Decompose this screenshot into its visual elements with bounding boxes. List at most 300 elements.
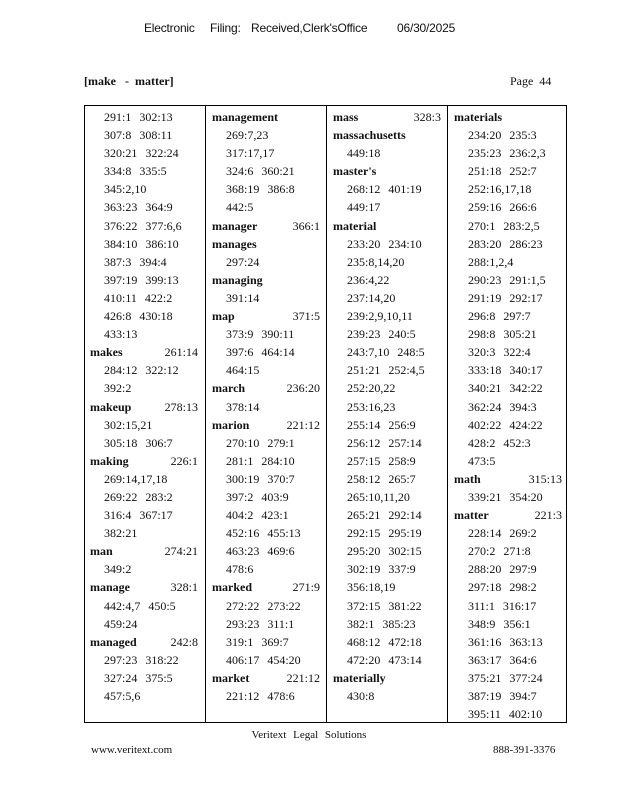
page-line-ref: 463:23 bbox=[226, 544, 260, 559]
page-line-ref: 302:19 bbox=[347, 562, 381, 577]
page-line-ref: 367:17 bbox=[139, 508, 173, 523]
index-ref-line bbox=[90, 307, 202, 325]
index-ref-line bbox=[90, 198, 202, 216]
index-ref-line bbox=[333, 198, 445, 216]
page-line-ref: 291:1,5 bbox=[509, 272, 546, 287]
index-ref-line bbox=[90, 416, 202, 434]
page-line-ref: 252:16,17,18 bbox=[468, 182, 532, 197]
page-line-ref: 334:8 bbox=[104, 164, 132, 179]
page-line-ref: 464:15 bbox=[226, 363, 260, 378]
index-ref-line bbox=[454, 361, 566, 379]
page-line-ref: 318:22 bbox=[145, 652, 179, 667]
page-line-ref: 397:2 bbox=[226, 489, 254, 504]
word-index-table bbox=[84, 105, 567, 723]
page-line-ref: 233:20 bbox=[347, 236, 381, 251]
index-ref-line bbox=[212, 343, 324, 361]
page-line-ref: 363:23 bbox=[104, 200, 138, 215]
page-line-ref: 319:1 bbox=[226, 634, 254, 649]
page-line-ref: 296:8 bbox=[468, 309, 496, 324]
index-ref-line bbox=[90, 361, 202, 379]
index-ref-line bbox=[454, 379, 566, 397]
index-ref-line bbox=[454, 524, 566, 542]
index-ref-line bbox=[454, 198, 566, 216]
index-ref-line bbox=[333, 633, 445, 651]
page-line-ref: 404:2 bbox=[226, 508, 254, 523]
index-term-line bbox=[90, 578, 202, 596]
page-line-ref: 455:13 bbox=[267, 526, 301, 541]
index-ref-line bbox=[454, 416, 566, 434]
page-line-ref: 337:9 bbox=[388, 562, 416, 577]
page-line-ref: 394:4 bbox=[139, 254, 167, 269]
page-line-ref: 327:24 bbox=[104, 670, 138, 685]
page-line-ref: 362:24 bbox=[468, 399, 502, 414]
page-line-ref: 283:20 bbox=[468, 236, 502, 251]
index-ref-line bbox=[212, 524, 324, 542]
page-line-ref: 295:19 bbox=[388, 526, 422, 541]
page-line-ref: 311:1 bbox=[468, 598, 495, 613]
page-line-ref: 397:19 bbox=[104, 272, 138, 287]
index-term: marion bbox=[212, 417, 250, 432]
header-filing: Filing: bbox=[210, 21, 241, 35]
index-term-line bbox=[90, 542, 202, 560]
index-term: march bbox=[212, 381, 246, 396]
index-term: map bbox=[212, 309, 235, 324]
page-line-ref: 239:23 bbox=[347, 327, 381, 342]
page-line-ref: 373:9 bbox=[226, 327, 254, 342]
index-ref-line bbox=[90, 488, 202, 506]
page-line-ref: 292:17 bbox=[509, 290, 543, 305]
index-ref-line bbox=[454, 343, 566, 361]
index-ref-line bbox=[454, 434, 566, 452]
page-line-ref: 283:2 bbox=[145, 489, 173, 504]
page-line-ref: 464:14 bbox=[261, 345, 295, 360]
page-line-ref: 297:23 bbox=[104, 652, 138, 667]
page-line-ref: 370:7 bbox=[267, 471, 295, 486]
page-line-ref: 360:21 bbox=[261, 164, 295, 179]
index-ref-line bbox=[90, 325, 202, 343]
index-ref-line bbox=[212, 144, 324, 162]
column-divider bbox=[205, 106, 206, 722]
index-ref-line bbox=[90, 180, 202, 198]
page-line-ref: 295:20 bbox=[347, 544, 381, 559]
page-line-ref: 305:21 bbox=[503, 327, 537, 342]
page-line-ref: 469:6 bbox=[267, 544, 295, 559]
page-line-ref: 442:4,7 bbox=[104, 598, 141, 613]
index-term-line bbox=[212, 235, 324, 253]
page-line-ref: 286:23 bbox=[509, 236, 543, 251]
index-ref-line bbox=[454, 126, 566, 144]
page-line-ref: 252:7 bbox=[509, 164, 537, 179]
index-ref-line bbox=[90, 524, 202, 542]
page-line-ref: 269:14,17,18 bbox=[104, 471, 168, 486]
page-line-ref: 401:19 bbox=[388, 182, 422, 197]
page-line-ref: 248:5 bbox=[397, 345, 425, 360]
page-line-ref: 272:22 bbox=[226, 598, 260, 613]
index-ref-line bbox=[90, 560, 202, 578]
index-ref-line bbox=[212, 398, 324, 416]
index-ref-line bbox=[333, 325, 445, 343]
index-term: managing bbox=[212, 272, 263, 287]
page-line-ref: 363:13 bbox=[509, 634, 543, 649]
page-line-ref: 297:7 bbox=[503, 309, 531, 324]
page-line-ref: 221:12 bbox=[226, 689, 260, 703]
index-ref-line bbox=[212, 289, 324, 307]
index-ref-line bbox=[333, 687, 445, 705]
page-line-ref: 252:4,5 bbox=[388, 363, 425, 378]
page-line-ref: 320:21 bbox=[104, 146, 138, 161]
header-received: Received,Clerk'sOffice bbox=[251, 21, 368, 35]
index-ref-line bbox=[454, 217, 566, 235]
index-column-4 bbox=[454, 108, 566, 723]
page-line-ref: 430:18 bbox=[139, 309, 173, 324]
page-line-ref: 269:2 bbox=[509, 526, 537, 541]
page-line-ref: 311:1 bbox=[267, 616, 295, 631]
index-term-line bbox=[212, 416, 324, 434]
index-ref-line bbox=[90, 217, 202, 235]
page-line-ref: 271:9 bbox=[292, 580, 320, 595]
page-line-ref: 297:9 bbox=[509, 562, 537, 577]
page-line-ref: 317:17,17 bbox=[226, 146, 275, 161]
index-ref-line bbox=[454, 253, 566, 271]
page-line-ref: 340:17 bbox=[509, 363, 543, 378]
index-ref-line bbox=[454, 597, 566, 615]
index-ref-line bbox=[212, 687, 324, 705]
index-term-line bbox=[454, 470, 566, 488]
index-ref-line bbox=[333, 253, 445, 271]
page-line-ref: 221:12 bbox=[286, 417, 320, 432]
index-ref-line bbox=[454, 289, 566, 307]
index-ref-line bbox=[90, 669, 202, 687]
index-ref-line bbox=[212, 615, 324, 633]
page-line-ref: 297:24 bbox=[226, 254, 260, 269]
page-line-ref: 339:21 bbox=[468, 489, 502, 504]
page-line-ref: 293:23 bbox=[226, 616, 260, 631]
index-ref-line bbox=[454, 271, 566, 289]
page-line-ref: 356:18,19 bbox=[347, 580, 396, 595]
index-ref-line bbox=[454, 235, 566, 253]
page-line-ref: 270:1 bbox=[468, 218, 496, 233]
page-line-ref: 265:10,11,20 bbox=[347, 489, 410, 504]
index-term-line bbox=[333, 126, 445, 144]
index-ref-line bbox=[333, 271, 445, 289]
index-term-line bbox=[212, 271, 324, 289]
index-term-line bbox=[212, 379, 324, 397]
page-line-ref: 320:3 bbox=[468, 345, 496, 360]
page-line-ref: 306:7 bbox=[145, 435, 173, 450]
page-line-ref: 298:2 bbox=[509, 580, 537, 595]
index-term-line bbox=[212, 217, 324, 235]
index-ref-line bbox=[333, 597, 445, 615]
page-line-ref: 368:19 bbox=[226, 182, 260, 197]
page-line-ref: 228:14 bbox=[468, 526, 502, 541]
index-ref-line bbox=[333, 343, 445, 361]
index-ref-line bbox=[90, 651, 202, 669]
page-line-ref: 478:6 bbox=[267, 689, 295, 703]
page-line-ref: 302:13 bbox=[139, 110, 173, 124]
page-line-ref: 290:23 bbox=[468, 272, 502, 287]
index-ref-line bbox=[333, 289, 445, 307]
page-line-ref: 364:9 bbox=[145, 200, 173, 215]
page-line-ref: 378:14 bbox=[226, 399, 260, 414]
page-line-ref: 328:3 bbox=[413, 110, 441, 124]
page-line-ref: 298:8 bbox=[468, 327, 496, 342]
index-ref-line bbox=[333, 434, 445, 452]
page-line-ref: 472:18 bbox=[388, 634, 422, 649]
page-line-ref: 274:21 bbox=[164, 544, 198, 559]
index-ref-line bbox=[90, 597, 202, 615]
page-line-ref: 234:20 bbox=[468, 128, 502, 143]
page-line-ref: 288:1,2,4 bbox=[468, 254, 514, 269]
index-term-line bbox=[212, 108, 324, 126]
index-ref-line bbox=[212, 180, 324, 198]
page-line-ref: 430:8 bbox=[347, 689, 375, 703]
index-ref-line bbox=[90, 289, 202, 307]
index-term-line bbox=[212, 307, 324, 325]
index-ref-line bbox=[454, 144, 566, 162]
index-term-line bbox=[333, 108, 445, 126]
page-line-ref: 258:12 bbox=[347, 471, 381, 486]
index-column-1 bbox=[90, 108, 202, 705]
index-ref-line bbox=[212, 434, 324, 452]
page-line-ref: 291:19 bbox=[468, 290, 502, 305]
page-line-ref: 270:10 bbox=[226, 435, 260, 450]
index-ref-line bbox=[212, 560, 324, 578]
index-ref-line bbox=[333, 361, 445, 379]
page-line-ref: 239:2,9,10,11 bbox=[347, 309, 413, 324]
page-line-ref: 376:22 bbox=[104, 218, 138, 233]
index-ref-line bbox=[333, 488, 445, 506]
index-ref-line bbox=[454, 651, 566, 669]
page-line-ref: 349:2 bbox=[104, 562, 132, 577]
page-line-ref: 452:3 bbox=[503, 435, 531, 450]
page-line-ref: 291:1 bbox=[104, 110, 132, 124]
page-line-ref: 315:13 bbox=[528, 471, 562, 486]
index-ref-line bbox=[90, 162, 202, 180]
index-ref-line bbox=[454, 560, 566, 578]
index-ref-line bbox=[333, 452, 445, 470]
index-term: manager bbox=[212, 218, 258, 233]
page-line-ref: 300:19 bbox=[226, 471, 260, 486]
index-ref-line bbox=[212, 126, 324, 144]
page-line-ref: 236:4,22 bbox=[347, 272, 390, 287]
index-term: management bbox=[212, 110, 278, 124]
index-term: market bbox=[212, 670, 250, 685]
page-line-ref: 261:14 bbox=[164, 345, 198, 360]
page-line-ref: 457:5,6 bbox=[104, 689, 141, 703]
index-ref-line bbox=[212, 488, 324, 506]
index-ref-line bbox=[90, 235, 202, 253]
index-column-3 bbox=[333, 108, 445, 705]
footer-phone: 888-391-3376 bbox=[493, 744, 556, 756]
page-line-ref: 433:13 bbox=[104, 327, 138, 342]
index-ref-line bbox=[333, 416, 445, 434]
index-term: math bbox=[454, 471, 481, 486]
index-ref-line bbox=[454, 398, 566, 416]
page-line-ref: 442:5 bbox=[226, 200, 254, 215]
page-line-ref: 375:21 bbox=[468, 670, 502, 685]
page-line-ref: 302:15,21 bbox=[104, 417, 153, 432]
page-line-ref: 281:1 bbox=[226, 453, 254, 468]
index-ref-line bbox=[212, 162, 324, 180]
index-ref-line bbox=[333, 470, 445, 488]
index-ref-line bbox=[90, 434, 202, 452]
index-ref-line bbox=[212, 452, 324, 470]
index-ref-line bbox=[333, 235, 445, 253]
index-term: manages bbox=[212, 236, 257, 251]
index-ref-line bbox=[90, 108, 202, 126]
page-line-ref: 402:22 bbox=[468, 417, 502, 432]
index-term-line bbox=[212, 669, 324, 687]
index-ref-line bbox=[454, 452, 566, 470]
page-line-ref: 356:1 bbox=[503, 616, 531, 631]
index-term: material bbox=[333, 218, 377, 233]
index-ref-line bbox=[212, 542, 324, 560]
page-line-ref: 395:11 bbox=[468, 707, 501, 722]
page-line-ref: 305:18 bbox=[104, 435, 138, 450]
index-ref-line bbox=[333, 307, 445, 325]
page-line-ref: 473:14 bbox=[388, 652, 422, 667]
index-ref-line bbox=[454, 705, 566, 723]
index-range: [make - matter] bbox=[84, 74, 174, 88]
index-ref-line bbox=[333, 542, 445, 560]
page-line-ref: 354:20 bbox=[509, 489, 543, 504]
page-line-ref: 316:17 bbox=[502, 598, 537, 613]
page-line-ref: 279:1 bbox=[267, 435, 295, 450]
index-term: man bbox=[90, 544, 113, 559]
page-line-ref: 252:20,22 bbox=[347, 381, 396, 396]
page-line-ref: 397:6 bbox=[226, 345, 254, 360]
page-line-ref: 278:13 bbox=[164, 399, 198, 414]
index-term-line bbox=[212, 578, 324, 596]
page-line-ref: 403:9 bbox=[261, 489, 289, 504]
index-ref-line bbox=[333, 524, 445, 542]
index-term-line bbox=[90, 343, 202, 361]
page-line-ref: 255:14 bbox=[347, 417, 381, 432]
page-line-ref: 364:6 bbox=[509, 652, 537, 667]
page-line-ref: 237:14,20 bbox=[347, 290, 396, 305]
page-line-ref: 366:1 bbox=[292, 218, 320, 233]
index-ref-line bbox=[212, 325, 324, 343]
page-line-ref: 328:1 bbox=[170, 580, 198, 595]
index-term: materials bbox=[454, 110, 502, 124]
index-term: managed bbox=[90, 634, 137, 649]
page-line-ref: 449:17 bbox=[347, 200, 381, 215]
index-ref-line bbox=[454, 307, 566, 325]
page-line-ref: 271:8 bbox=[503, 544, 531, 559]
index-ref-line bbox=[90, 126, 202, 144]
page-line-ref: 386:8 bbox=[267, 182, 295, 197]
index-term: massachusetts bbox=[333, 128, 406, 143]
page-line-ref: 269:22 bbox=[104, 489, 138, 504]
header-electronic: Electronic bbox=[144, 21, 195, 35]
index-ref-line bbox=[454, 325, 566, 343]
page-line-ref: 381:22 bbox=[388, 598, 422, 613]
page-line-ref: 468:12 bbox=[347, 634, 381, 649]
index-ref-line bbox=[212, 597, 324, 615]
page-line-ref: 384:10 bbox=[104, 236, 138, 251]
page-line-ref: 387:19 bbox=[468, 689, 502, 703]
page-line-ref: 266:6 bbox=[509, 200, 537, 215]
index-ref-line bbox=[212, 651, 324, 669]
page-line-ref: 452:16 bbox=[226, 526, 260, 541]
index-ref-line bbox=[90, 506, 202, 524]
page-line-ref: 235:3 bbox=[509, 128, 537, 143]
index-ref-line bbox=[333, 506, 445, 524]
page-number: Page 44 bbox=[510, 74, 552, 88]
page-line-ref: 345:2,10 bbox=[104, 182, 147, 197]
page-line-ref: 342:22 bbox=[509, 381, 543, 396]
index-ref-line bbox=[454, 578, 566, 596]
page-line-ref: 288:20 bbox=[468, 562, 502, 577]
index-ref-line bbox=[212, 633, 324, 651]
index-term-line bbox=[333, 162, 445, 180]
page-line-ref: 410:11 bbox=[104, 290, 137, 305]
index-ref-line bbox=[212, 253, 324, 271]
page-line-ref: 302:15 bbox=[388, 544, 422, 559]
index-ref-line bbox=[90, 379, 202, 397]
page-line-ref: 234:10 bbox=[388, 236, 422, 251]
page-line-ref: 387:3 bbox=[104, 254, 132, 269]
index-term: makeup bbox=[90, 399, 132, 414]
page-line-ref: 472:20 bbox=[347, 652, 381, 667]
index-term: makes bbox=[90, 345, 123, 360]
index-term-line bbox=[454, 506, 566, 524]
page-line-ref: 235:23 bbox=[468, 146, 502, 161]
page-line-ref: 424:22 bbox=[509, 417, 543, 432]
page-line-ref: 297:18 bbox=[468, 580, 502, 595]
page-line-ref: 394:7 bbox=[509, 689, 537, 703]
index-term-line bbox=[333, 669, 445, 687]
index-ref-line bbox=[333, 180, 445, 198]
page-line-ref: 308:11 bbox=[139, 128, 173, 143]
page-line-ref: 259:16 bbox=[468, 200, 502, 215]
page-line-ref: 473:5 bbox=[468, 453, 496, 468]
filing-header bbox=[0, 21, 618, 37]
index-term: mass bbox=[333, 110, 359, 124]
page-line-ref: 450:5 bbox=[148, 598, 176, 613]
page-line-ref: 257:15 bbox=[347, 453, 381, 468]
page-line-ref: 322:24 bbox=[145, 146, 179, 161]
page-line-ref: 269:7,23 bbox=[226, 128, 269, 143]
page-line-ref: 361:16 bbox=[468, 634, 502, 649]
index-term: marked bbox=[212, 580, 252, 595]
page-line-ref: 402:10 bbox=[508, 707, 543, 722]
page-line-ref: 348:9 bbox=[468, 616, 496, 631]
page-line-ref: 251:21 bbox=[347, 363, 381, 378]
page-line-ref: 390:11 bbox=[261, 327, 295, 342]
page-line-ref: 307:8 bbox=[104, 128, 132, 143]
index-term: manage bbox=[90, 580, 130, 595]
index-ref-line bbox=[454, 615, 566, 633]
page-line-ref: 340:21 bbox=[468, 381, 502, 396]
page-line-ref: 258:9 bbox=[388, 453, 416, 468]
index-ref-line bbox=[333, 615, 445, 633]
page-line-ref: 391:14 bbox=[226, 290, 260, 305]
page-line-ref: 385:23 bbox=[382, 616, 416, 631]
index-ref-line bbox=[90, 144, 202, 162]
page-line-ref: 292:14 bbox=[388, 508, 422, 523]
page-line-ref: 377:6,6 bbox=[145, 218, 182, 233]
page-line-ref: 243:7,10 bbox=[347, 345, 390, 360]
index-ref-line bbox=[212, 470, 324, 488]
page-line-ref: 226:1 bbox=[170, 453, 198, 468]
index-ref-line bbox=[454, 180, 566, 198]
page-line-ref: 454:20 bbox=[267, 652, 301, 667]
page-line-ref: 386:10 bbox=[145, 236, 179, 251]
page-line-ref: 392:2 bbox=[104, 381, 132, 396]
index-ref-line bbox=[454, 669, 566, 687]
page-line-ref: 375:5 bbox=[145, 670, 173, 685]
